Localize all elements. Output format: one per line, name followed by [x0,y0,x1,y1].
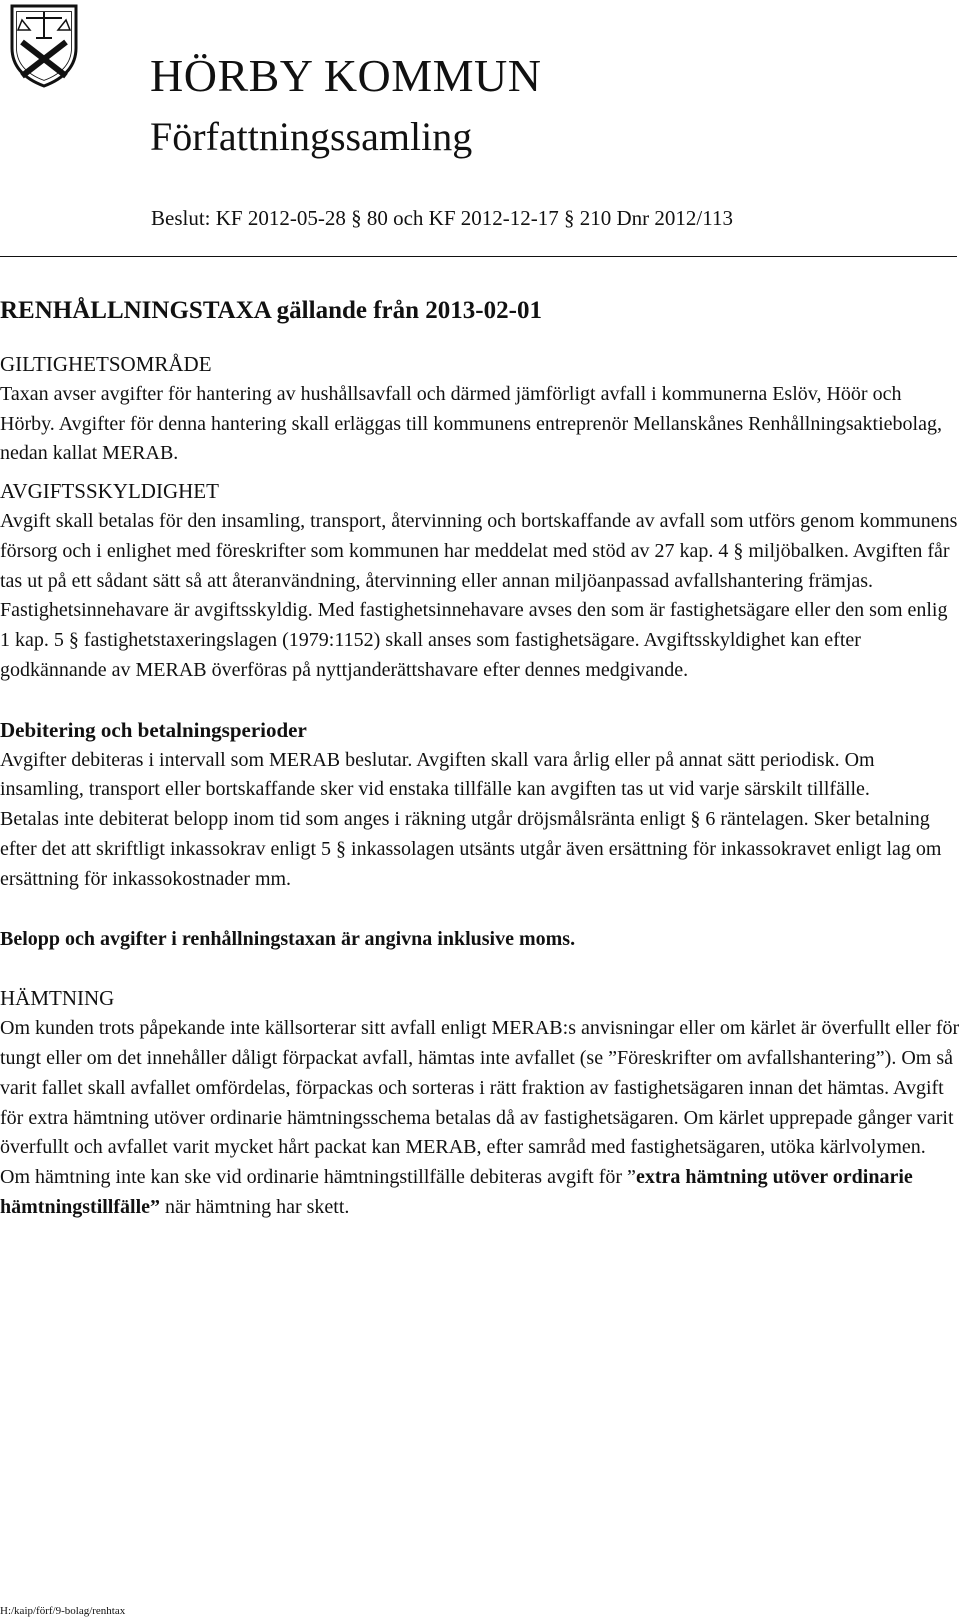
decision-reference: Beslut: KF 2012-05-28 § 80 och KF 2012-12-17 § 210 Dnr 2012/113 [151,206,733,230]
section-text-billing: Avgifter debiteras i intervall som MERAB beslutar. Avgiften skall vara årlig eller på annat sätt periodisk. Om insamling, transport eller bortskaffande sker vid enstaka tillfälle kan avgiften tas ut vid varje särskilt tillfälle. [0,748,875,801]
municipal-coat-of-arms-logo [8,2,80,90]
section-text-late-payment: Betalas inte debiterat belopp inom tid som anges i räkning utgår dröjsmålsränta enligt § 6 räntelagen. Sker betalning efter det att skriftligt inkassokrav enligt 5 § inkassolagen utsänts utgår även ersättning för inkassokravet enligt lag om ersättning för inkassokostnader mm. [0,808,942,890]
document-body [0,295,960,1223]
extra-pickup-term: extra hämtning utöver ordinarie hämtningstillfälle” [0,1166,913,1218]
section-text-scope: Taxan avser avgifter för hantering av hushållsavfall och därmed jämförligt avfall i kommunerna Eslöv, Höör och Hörby. Avgifter för denna hantering skall erläggas till kommunens entreprenör Mellanskånes Renhållningsaktiebolag, nedan kallat MERAB. [0,382,942,465]
file-path-footer: H:/kaip/förf/9-bolag/renhtax [0,1605,126,1617]
section-heading-pickup: HÄMTNING [0,986,115,1011]
header-divider [0,256,957,257]
section-heading-billing: Debitering och betalningsperioder [0,717,307,742]
section-text-pickup: Om kunden trots påpekande inte källsorterar sitt avfall enligt MERAB:s anvisningar eller om kärlet är överfullt eller för tungt eller om det innehåller dåligt förpackat avfall, hämtas inte avfallet (se ”Föreskrifter om avfallshantering”). Om så varit fallet skall avfallet omfördelas, förpackas och sorteras i rätt fraktion av fastighetsägaren innan det hämtas. Avgift för extra hämtning utöver ordinarie hämtningsschema betalas då av fastighetsägaren. Om kärlet upprepade gånger varit överfullt och avfallet varit mycket hårt packat kan MERAB, efter samråd med fastighetsägaren, utöka kärlvolymen. [0,1017,960,1159]
municipality-name: HÖRBY KOMMUN [150,50,542,101]
extra-pickup-outro: när hämtning har skett. [160,1195,350,1218]
section-text-liability: Avgift skall betalas för den insamling, transport, återvinning och bortskaffande av avfall som utförs genom kommunens försorg och i enlighet med föreskrifter som kommunen har meddelat med stöd av 27 kap. 4 § miljöbalken. Avgiften får tas ut på ett sådant sätt så att återanvändning, återvinning eller annan miljöanpassad avfallshantering främjas. Fastighetsinnehavare är avgiftsskyldig. Med fastighetsinnehavare avses den som är fastighetsägare eller den som enlig 1 kap. 5 § fastighetstaxeringslagen (1979:1152) skall anses som fastighetsägare. Avgiftsskyldighet kan efter godkännande av MERAB överföras på nyttjanderättshavare efter dennes medgivande. [0,509,958,681]
section-text-extra-pickup [0,1163,960,1223]
extra-pickup-intro: Om hämtning inte kan ske vid ordinarie hämtningstillfälle debiteras avgift för ” [0,1166,636,1189]
section-heading-liability: AVGIFTSSKYLDIGHET [0,479,219,504]
document-title: RENHÅLLNINGSTAXA gällande från 2013-02-01 [0,297,542,324]
section-heading-scope: GILTIGHETSOMRÅDE [0,352,212,376]
vat-note: Belopp och avgifter i renhållningstaxan är angivna inklusive moms. [0,927,576,950]
collection-title: Författningssamling [150,114,473,159]
